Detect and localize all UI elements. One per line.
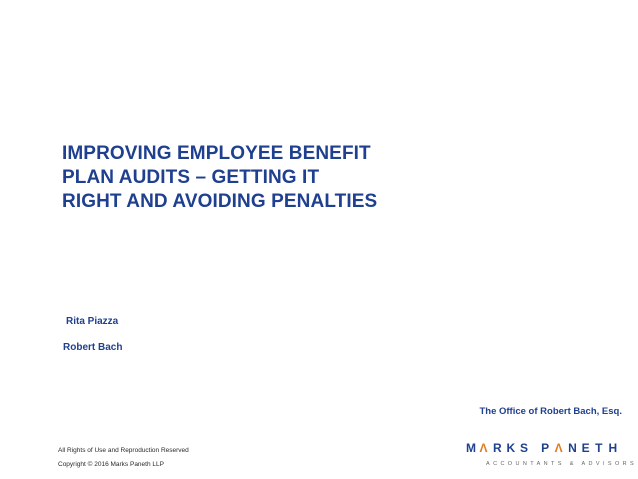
logo-accent-letter: Λ (554, 441, 563, 455)
logo-wordmark (466, 441, 622, 455)
slide-title (62, 142, 482, 214)
presenter-name: Robert Bach (63, 342, 123, 353)
logo-tagline: ACCOUNTANTS & ADVISORS (486, 461, 638, 467)
logo-letter: T (595, 441, 603, 455)
marks-paneth-logo (466, 441, 638, 471)
presenter-name: Rita Piazza (66, 316, 119, 327)
title-line: PLAN AUDITS – GETTING IT (62, 167, 320, 188)
copyright-notice: Copyright © 2016 Marks Paneth LLP (58, 461, 164, 468)
logo-letter: S (519, 441, 528, 455)
logo-letter: P (541, 441, 550, 455)
rights-notice: All Rights of Use and Reproduction Reserved (58, 447, 189, 454)
logo-accent-letter: Λ (479, 441, 488, 455)
logo-letter: H (608, 441, 618, 455)
logo-letter: E (581, 441, 590, 455)
logo-letter: M (466, 441, 476, 455)
logo-letter: N (568, 441, 577, 455)
title-line: RIGHT AND AVOIDING PENALTIES (62, 191, 378, 212)
logo-letter: K (506, 441, 516, 455)
logo-letter: R (492, 441, 502, 455)
title-line: IMPROVING EMPLOYEE BENEFIT (62, 143, 371, 164)
office-name: The Office of Robert Bach, Esq. (479, 406, 622, 417)
